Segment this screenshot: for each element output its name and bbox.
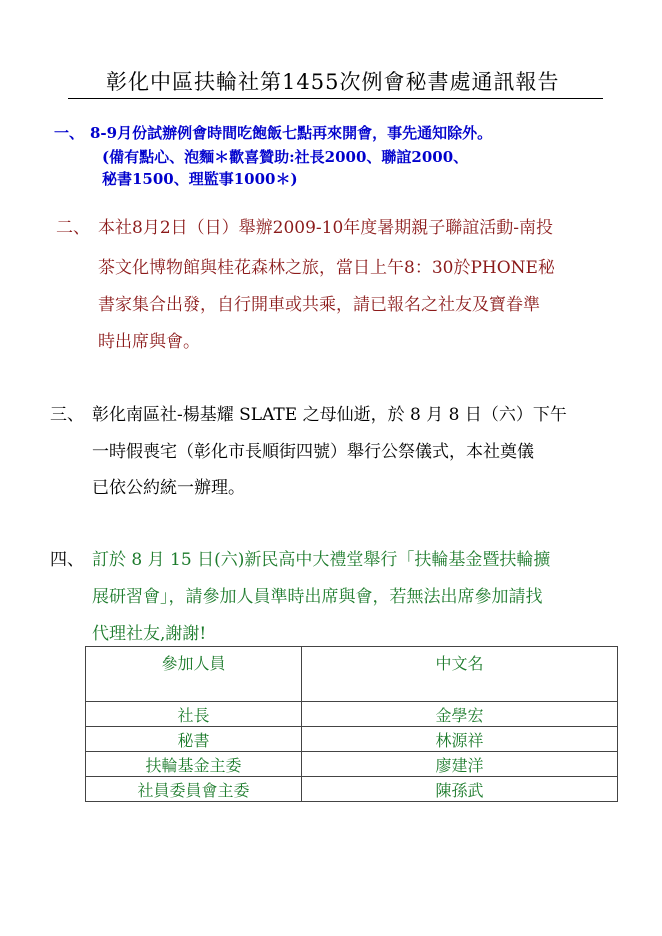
table-row [86, 752, 618, 777]
cell-role: 扶輪基金主委 [86, 752, 302, 777]
attendee-table [85, 646, 618, 802]
section-4-number: 四、 [50, 550, 84, 570]
table-header-row [86, 647, 618, 702]
section-1-line-3: 秘書1500、理監事1000＊) [102, 170, 298, 188]
section-2-line-3: 書家集合出發，自行開車或共乘，請已報名之社友及寶眷準 [98, 295, 540, 315]
section-3-number: 三、 [50, 405, 84, 425]
section-3-line-3: 已依公約統一辦理。 [92, 478, 245, 498]
section-2-number: 二、 [56, 218, 90, 238]
cell-name: 林源祥 [302, 727, 618, 752]
cell-name: 陳孫武 [302, 777, 618, 802]
cell-role: 秘書 [86, 727, 302, 752]
section-4-line-3: 代理社友,謝謝! [92, 624, 207, 644]
section-3-line-1: 彰化南區社-楊基耀 SLATE 之母仙逝，於 8 月 8 日（六）下午 [92, 405, 567, 425]
section-3-line-2: 一時假喪宅（彰化市長順街四號）舉行公祭儀式，本社奠儀 [92, 442, 534, 462]
header-cell-name: 中文名 [302, 647, 618, 702]
section-4-line-2: 展研習會」，請參加人員準時出席與會，若無法出席參加請找 [92, 587, 543, 607]
header-cell-role: 參加人員 [86, 647, 302, 702]
cell-role: 社長 [86, 702, 302, 727]
table-row [86, 702, 618, 727]
table-row [86, 777, 618, 802]
section-2-line-1: 本社8月2日（日）舉辦2009-10年度暑期親子聯誼活動-南投 [98, 218, 554, 238]
cell-role: 社員委員會主委 [86, 777, 302, 802]
section-1-number: 一、 [54, 124, 85, 142]
section-1-line-2: (備有點心、泡麵＊歡喜贊助:社長2000、聯誼2000、 [102, 148, 469, 166]
cell-name: 金學宏 [302, 702, 618, 727]
section-1-line-1: 8-9月份試辦例會時間吃飽飯七點再來開會，事先通知除外。 [90, 124, 493, 142]
report-title: 彰化中區扶輪社第1455次例會秘書處通訊報告 [68, 66, 603, 99]
table-row [86, 727, 618, 752]
section-2-line-4: 時出席與會。 [98, 332, 200, 352]
section-4-line-1: 訂於 8 月 15 日(六)新民高中大禮堂舉行「扶輪基金暨扶輪擴 [92, 550, 551, 570]
cell-name: 廖建洋 [302, 752, 618, 777]
section-2-line-2: 茶文化博物館與桂花森林之旅，當日上午8：30於PHONE秘 [98, 258, 555, 278]
